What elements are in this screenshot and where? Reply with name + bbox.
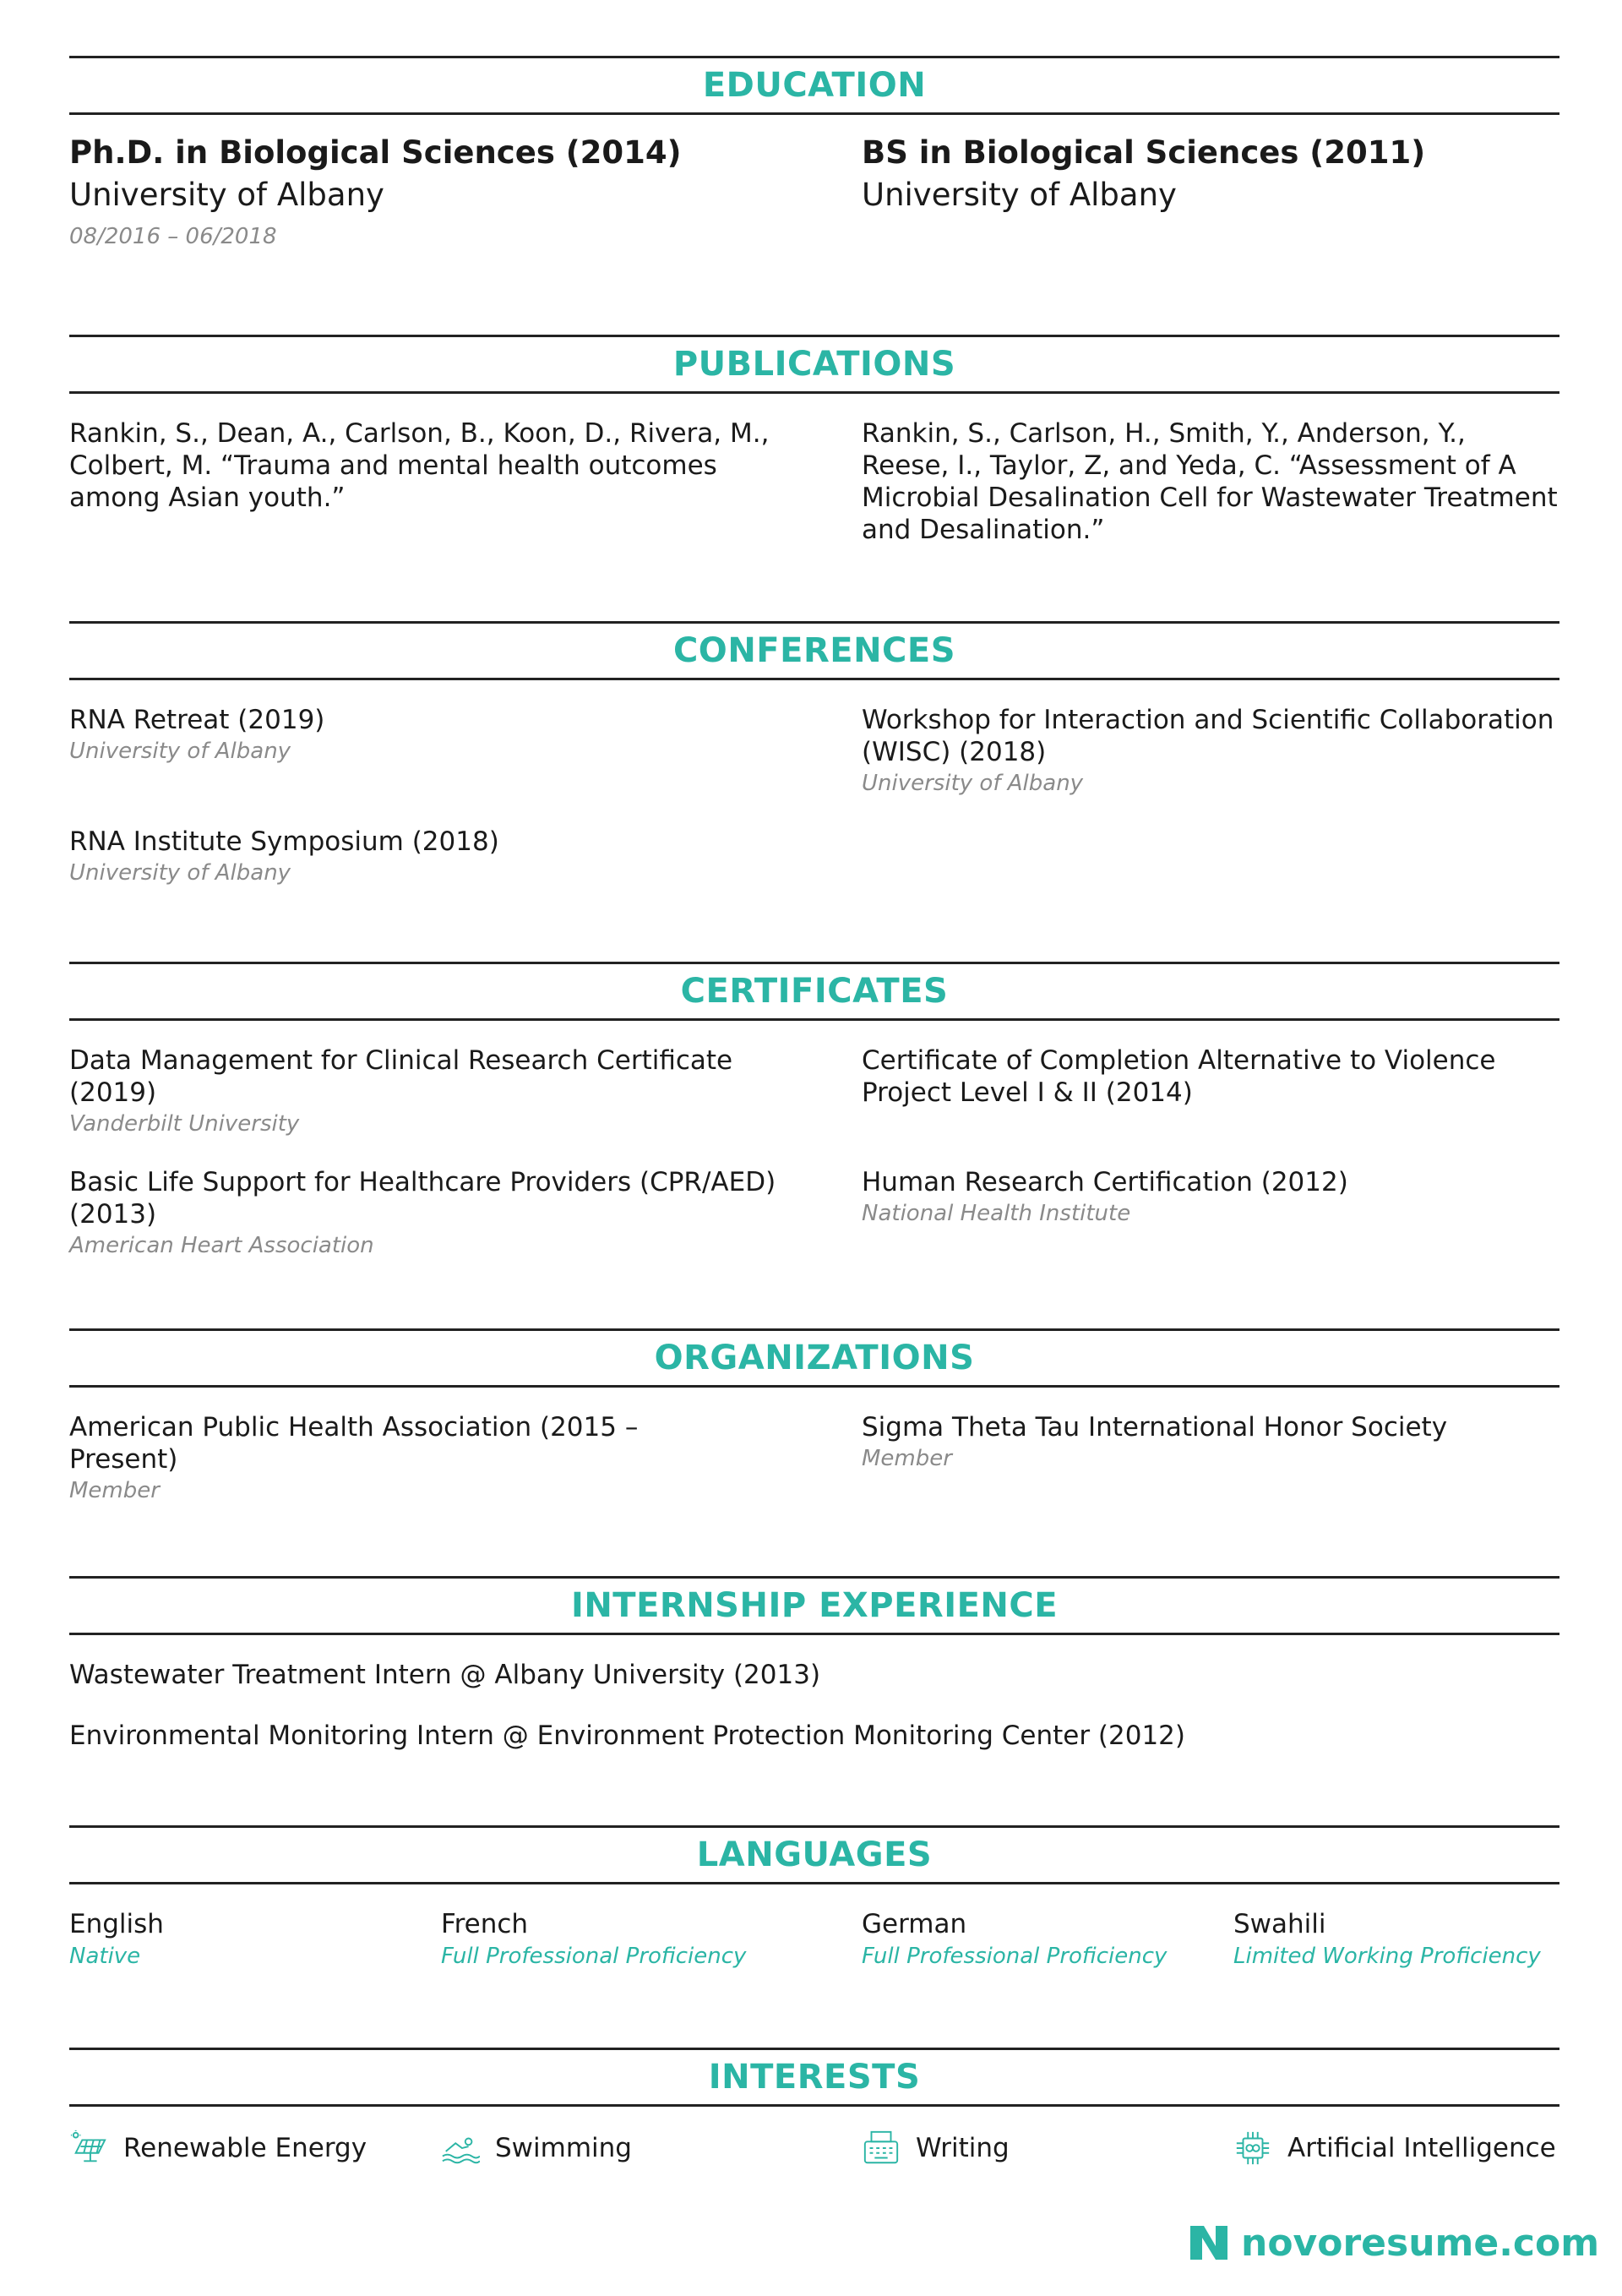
interests-section [69,2048,1559,2168]
brand-name: novoresume.com [1241,2221,1600,2265]
certificate-item [862,1044,1559,1139]
language-name: French [441,1909,529,1939]
certificate-org: National Health Institute [862,1201,1131,1226]
language-item [862,1908,1233,1972]
conference-item [69,704,862,799]
school-name: University of Albany [69,177,384,213]
language-item [69,1908,441,1972]
section-heading: INTERNSHIP EXPERIENCE [69,1576,1559,1635]
certificates-section [69,962,1559,1261]
interest-label: Swimming [495,2133,632,2163]
language-level: Full Professional Proficiency [441,1944,747,1969]
language-name: English [69,1909,164,1939]
interest-label: Artificial Intelligence [1287,2133,1556,2163]
certificate-name: Data Management for Clinical Research Certificate (2019) [69,1045,733,1108]
education-item [69,132,862,252]
language-level: Native [69,1944,141,1969]
school-name: University of Albany [862,177,1177,213]
organization-name: Sigma Theta Tau International Honor Society [862,1412,1448,1442]
typewriter-icon [862,2129,901,2168]
interest-item [441,2129,862,2168]
section-heading: PUBLICATIONS [69,335,1559,394]
organization-item [862,1411,1559,1506]
internship-item: Environmental Monitoring Intern @ Environment Protection Monitoring Center (2012) [69,1721,1185,1751]
section-heading: INTERESTS [69,2048,1559,2107]
interest-label: Writing [916,2133,1010,2163]
novoresume-logo-icon [1187,2221,1231,2265]
internship-item: Wastewater Treatment Intern @ Albany University (2013) [69,1660,821,1690]
certificate-item [69,1166,862,1261]
certificate-item [69,1044,862,1139]
internship-section [69,1576,1559,1752]
language-name: Swahili [1233,1909,1326,1939]
conferences-section [69,621,1559,888]
publications-section [69,335,1559,546]
section-heading: LANGUAGES [69,1825,1559,1884]
organization-role: Member [862,1446,952,1471]
chip-icon [1233,2129,1272,2168]
language-item [441,1908,862,1972]
education-section [69,56,1559,252]
language-name: German [862,1909,967,1939]
brand-logo [1187,2221,1599,2265]
education-item [862,132,1559,252]
conference-org: University of Albany [69,739,291,764]
publication-item: Rankin, S., Carlson, H., Smith, Y., Anderson, Y., Reese, I., Taylor, Z, and Yeda, C. “Assessment of A Microbial Desalination Cell for Wastewater Treatment and Desalination.” [862,418,1558,545]
language-level: Full Professional Proficiency [862,1944,1168,1969]
certificate-org: Vanderbilt University [69,1111,300,1137]
conference-item [69,826,862,888]
certificate-name: Basic Life Support for Healthcare Providers (CPR/AED) (2013) [69,1167,776,1230]
organization-item [69,1411,862,1506]
conference-name: RNA Retreat (2019) [69,705,325,735]
degree-title: BS in Biological Sciences (2011) [862,134,1426,171]
conference-org: University of Albany [69,860,291,886]
section-heading: CERTIFICATES [69,962,1559,1021]
certificate-item [862,1166,1559,1261]
publication-item: Rankin, S., Dean, A., Carlson, B., Koon, D., Rivera, M., Colbert, M. “Trauma and mental health outcomes among Asian youth.” [69,418,770,513]
certificate-name: Human Research Certification (2012) [862,1167,1348,1197]
conference-item [862,704,1559,799]
section-heading: ORGANIZATIONS [69,1328,1559,1388]
interest-label: Renewable Energy [123,2133,367,2163]
section-heading: EDUCATION [69,56,1559,115]
language-item [1233,1908,1559,1972]
degree-title: Ph.D. in Biological Sciences (2014) [69,134,682,171]
organization-name: American Public Health Association (2015 – Present) [69,1412,639,1475]
organizations-section [69,1328,1559,1506]
swimmer-icon [441,2129,480,2168]
interest-item [69,2129,441,2168]
languages-section [69,1825,1559,1972]
certificate-name: Certificate of Completion Alternative to Violence Project Level I & II (2014) [862,1045,1496,1108]
organization-role: Member [69,1478,160,1503]
conference-name: Workshop for Interaction and Scientific Collaboration (WISC) (2018) [862,705,1554,767]
interest-item [862,2129,1233,2168]
conference-name: RNA Institute Symposium (2018) [69,826,499,857]
interest-item [1233,2129,1559,2168]
section-heading: CONFERENCES [69,621,1559,680]
conference-org: University of Albany [862,771,1084,796]
language-level: Limited Working Proficiency [1233,1944,1541,1969]
solar-panel-icon [69,2129,108,2168]
education-dates: 08/2016 – 06/2018 [69,224,277,249]
certificate-org: American Heart Association [69,1233,374,1258]
